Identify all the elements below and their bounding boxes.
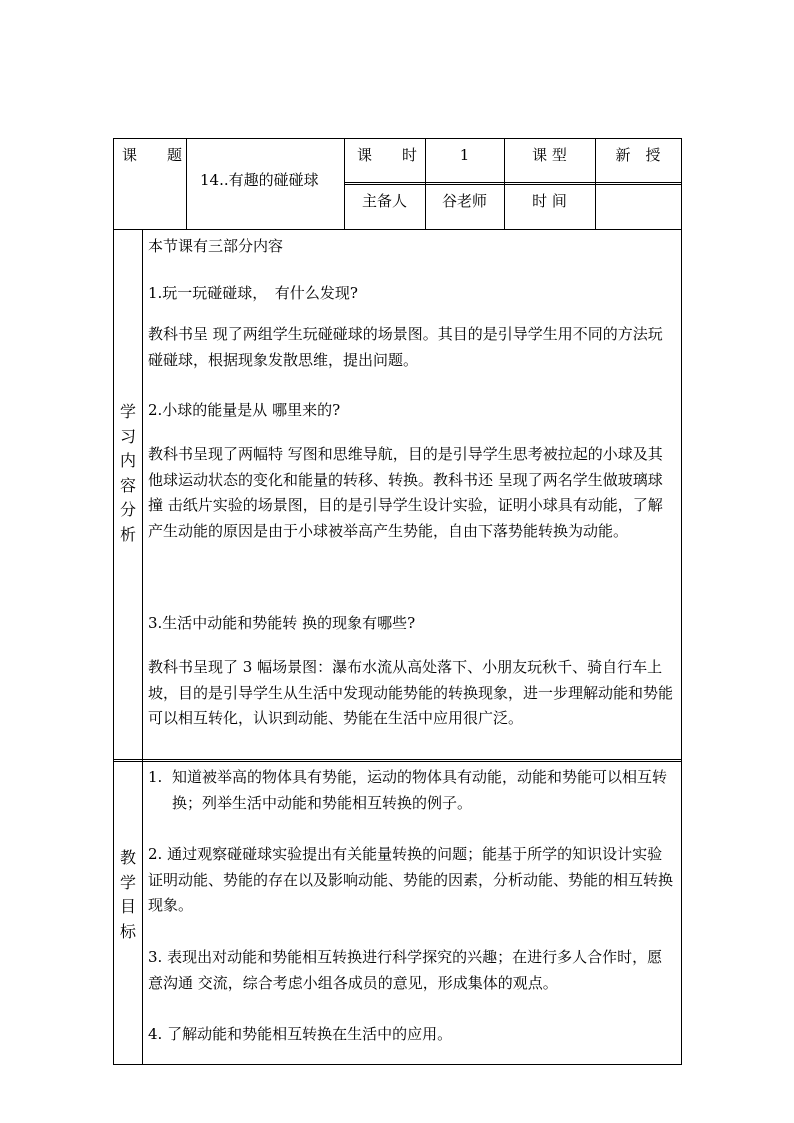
analysis-label: 学习内容分析: [119, 402, 136, 544]
period-value: 1: [459, 146, 470, 164]
type-label: 课 型: [532, 146, 567, 164]
table-bottom-border: [113, 1064, 682, 1065]
analysis-intro: 本节课有三部分内容: [148, 237, 284, 255]
preparer-value: 谷老师: [441, 192, 487, 210]
header-bottom-border: [113, 229, 682, 230]
table-top-border: [113, 138, 682, 139]
goal-2: 2. 通过观察碰碰球实验提出有关能量转换的问题；能基于所学的知识设计实验证明动能、势能的存在以及影响动能、势能的因素，分析动能、势能的相互转换现象。: [148, 845, 674, 914]
label-col-divider: [142, 229, 143, 1065]
goal-3: 3. 表现出对动能和势能相互转换进行科学探究的兴趣；在进行多人合作时，愿意沟通 交流，综合考虑小组各成员的意见，形成集体的观点。: [148, 948, 663, 992]
subject-value: 14..有趣的碰碰球: [200, 171, 319, 189]
analysis-heading-1: 1.玩一玩碰碰球， 有什么发现?: [148, 284, 358, 302]
goal-1-number: 1.: [148, 768, 163, 786]
goal-4: 4. 了解动能和势能相互转换在生活中的应用。: [148, 1025, 453, 1043]
goal-1: 知道被举高的物体具有势能，运动的物体具有动能，动能和势能可以相互转换；列举生活中动能和势能相互转换的例子。: [172, 768, 668, 812]
section-divider: [113, 759, 682, 762]
analysis-heading-3: 3.生活中动能和势能转 换的现象有哪些?: [148, 614, 416, 632]
analysis-paragraph-3: 教科书呈现了 3 幅场景图：瀑布水流从高处落下、小朋友玩秋千、骑自行车上坡，目的是引导学生从生活中发现动能势能的转换现象，进一步理解动能和势能可以相互转化，认识到动能、势能在生活中应用很广泛。: [148, 658, 674, 727]
period-col-divider: [344, 138, 345, 230]
period-label: 课 时: [357, 146, 418, 164]
analysis-heading-2: 2.小球的能量是从 哪里来的?: [148, 401, 341, 419]
table-left-border: [113, 138, 114, 1065]
analysis-paragraph-2: 教科书呈现了两幅特 写图和思维导航，目的是引导学生思考被拉起的小球及其他球运动状态的变化和能量的转移、转换。教科书还 呈现了两名学生做玻璃球撞 击纸片实验的场景图，目的是引导学生设计实验，证明小球具有动能，了解产生动能的原因是由于小球被举高产生势能，自由下落势能转换为动能。: [148, 445, 663, 540]
subject-label: 课 题: [122, 146, 183, 164]
goals-label: 教学目标: [119, 848, 136, 941]
table-right-border: [681, 138, 682, 1065]
preparer-label: 主备人: [361, 192, 407, 210]
type-value: 新 授: [615, 146, 661, 164]
time-label: 时 间: [532, 192, 567, 210]
analysis-paragraph-1: 教科书呈 现了两组学生玩碰碰球的场景图。其目的是引导学生用不同的方法玩碰碰球，根据现象发散思维，提出问题。: [148, 325, 663, 369]
subject-col-divider: [186, 138, 187, 230]
header-row-divider: [344, 182, 682, 185]
